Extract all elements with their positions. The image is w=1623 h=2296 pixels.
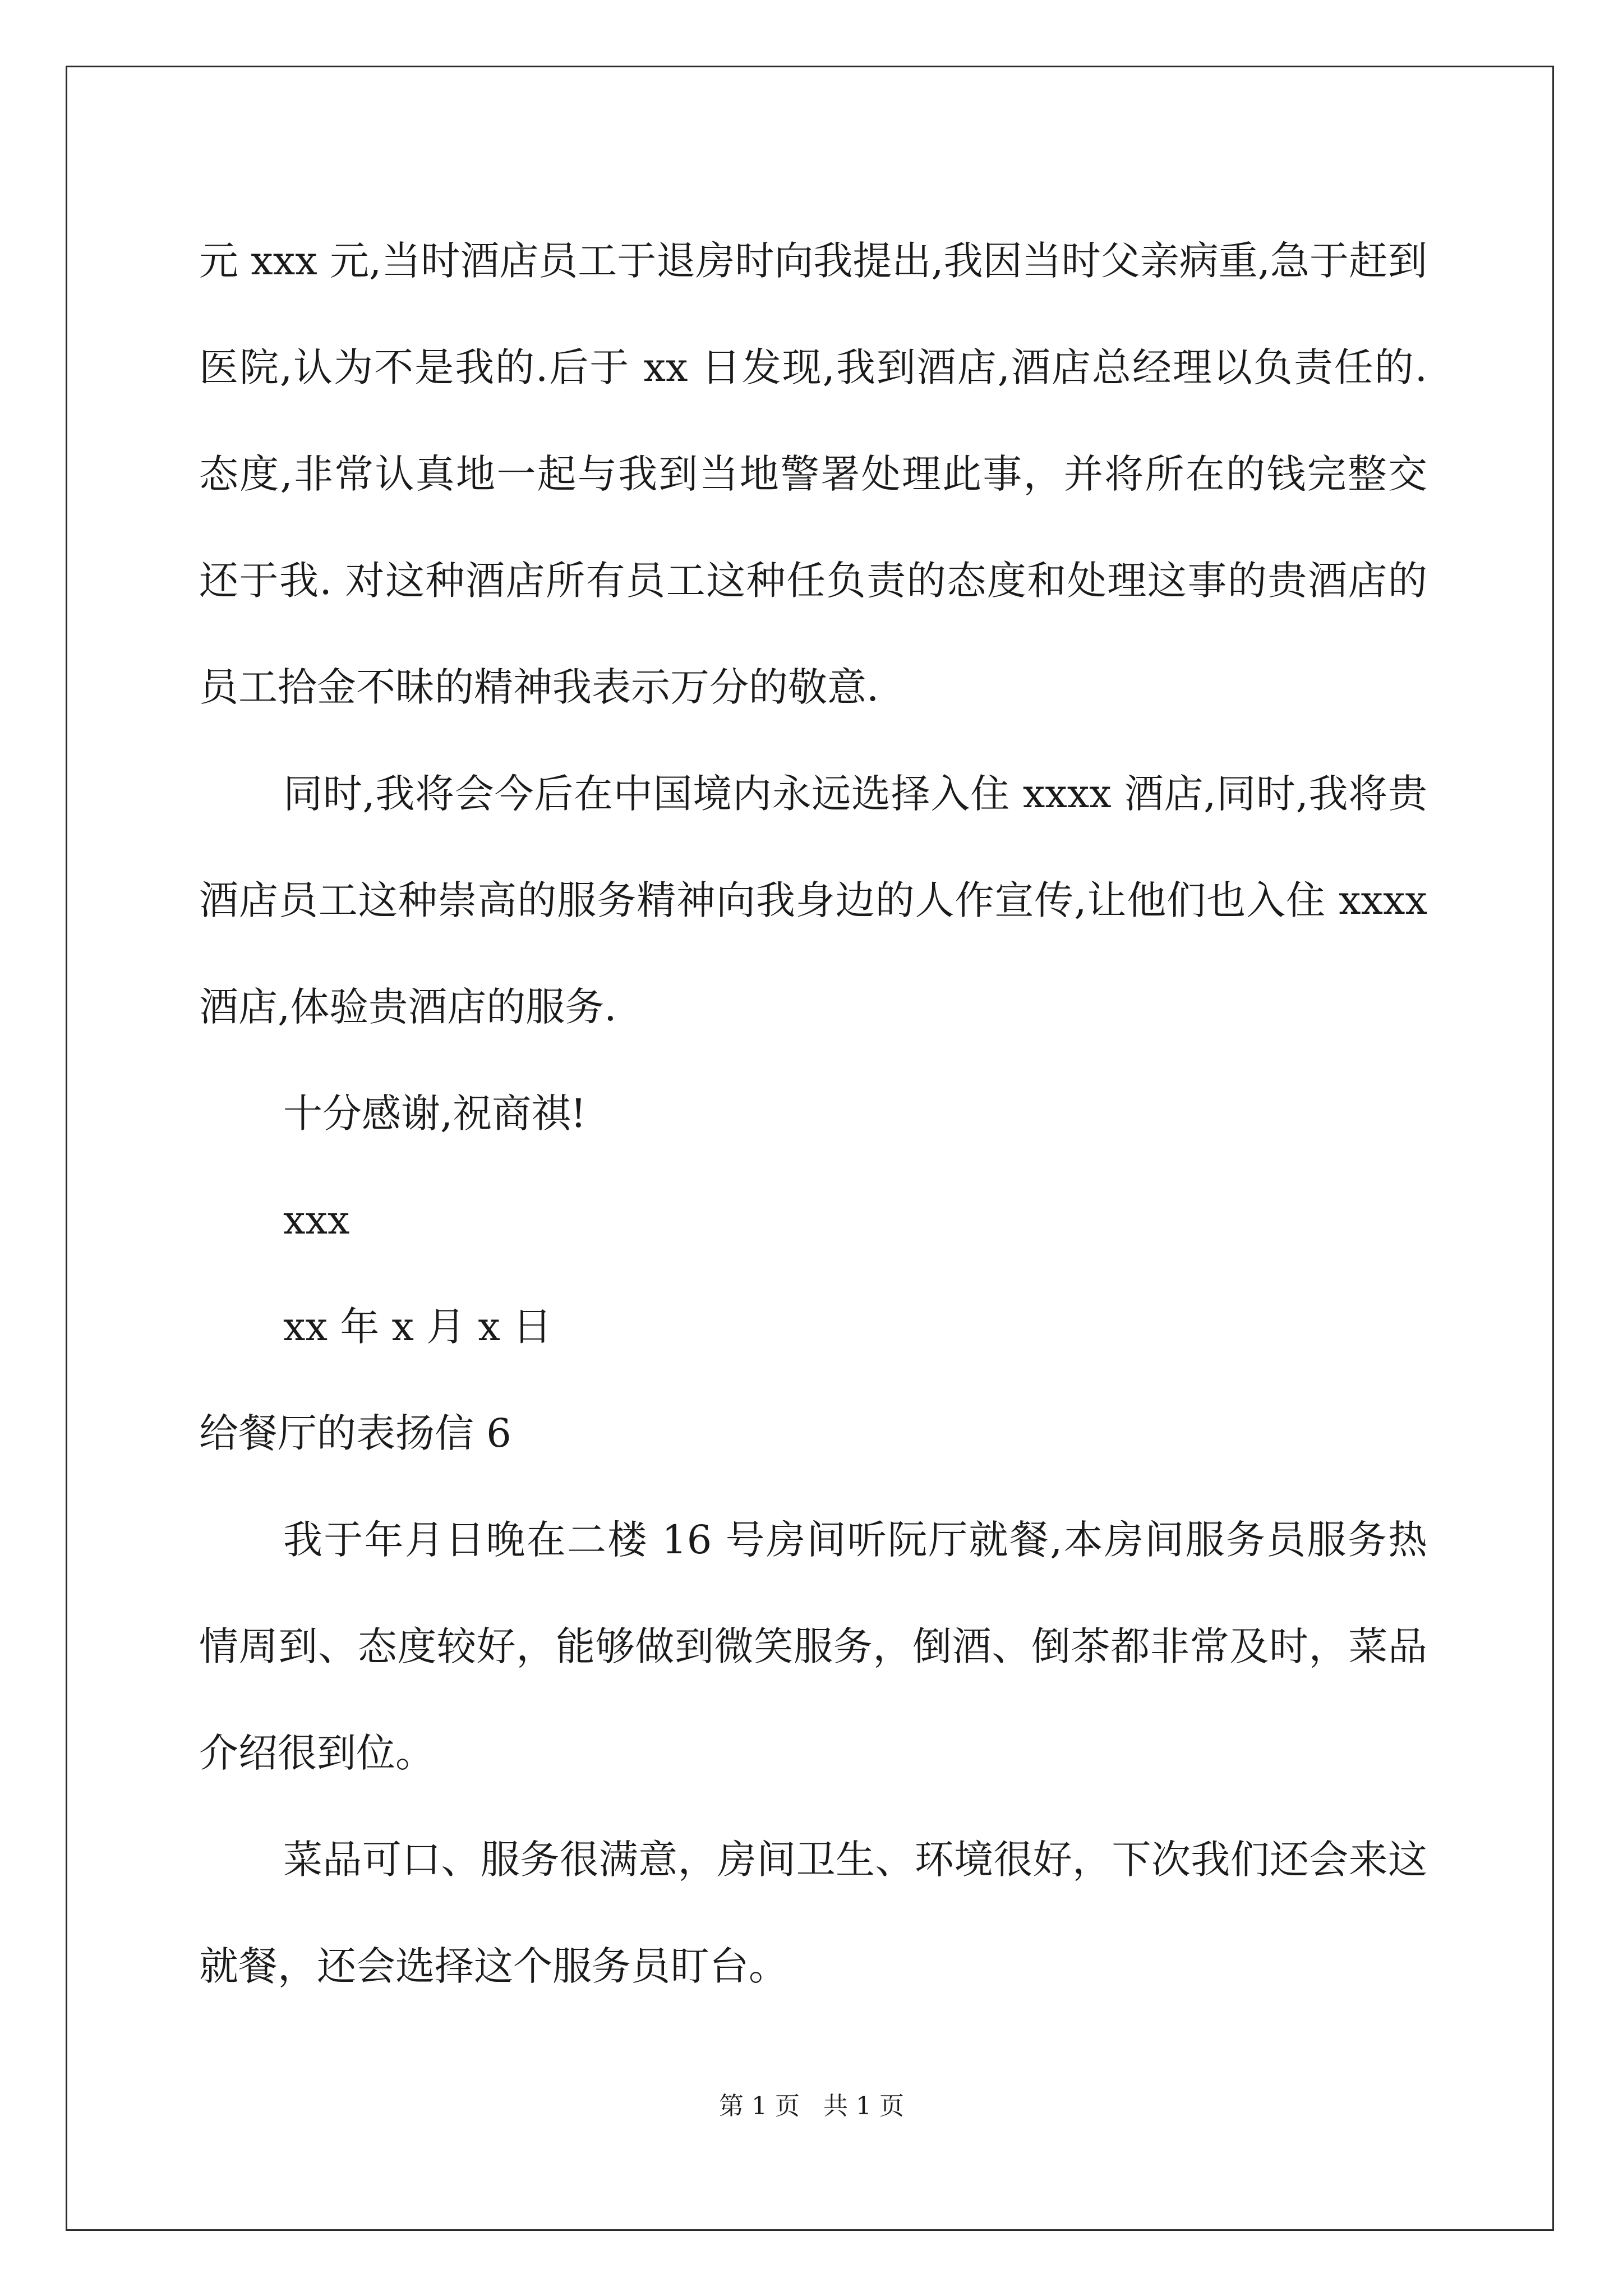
document-body [199, 208, 1427, 2019]
signature-name: xxx [283, 1197, 350, 1243]
closing-thanks: 十分感谢,祝商祺! [283, 1091, 587, 1137]
paragraph-satisfaction: 菜品可口、服务很满意，房间卫生、环境很好，下次我们还会来这就餐，还会选择这个服务员盯台。 [199, 1837, 1427, 1989]
paragraph-future-stay: 同时,我将会今后在中国境内永远选择入住 xxxx 酒店,同时,我将贵酒店员工这种崇高的服务精神向我身边的人作宣传,让他们也入住 xxxx 酒店,体验贵酒店的服务. [199, 771, 1427, 1030]
paragraph-restaurant-service: 我于年月日晚在二楼 16 号房间听阮厅就餐,本房间服务员服务热情周到、态度较好，能够做到微笑服务，倒酒、倒茶都非常及时，菜品介绍很到位。 [199, 1517, 1427, 1776]
section-heading: 给餐厅的表扬信 6 [199, 1410, 511, 1456]
signature-date: xx 年 x 月 x 日 [283, 1304, 552, 1350]
paragraph-return-money: 元 xxx 元,当时酒店员工于退房时向我提出,我因当时父亲病重,急于赶到医院,认为不是我的.后于 xx 日发现,我到酒店,酒店总经理以负责任的.态度,非常认真地一起与我到当地警署处理此事，并将所在的钱完整交还于我. 对这种酒店所有员工这种任负责的态度和处理这事的贵酒店的员工拾金不昧的精神我表示万分的敬意. [199, 238, 1427, 710]
page-footer: 第 1 页 共 1 页 [719, 2092, 904, 2120]
